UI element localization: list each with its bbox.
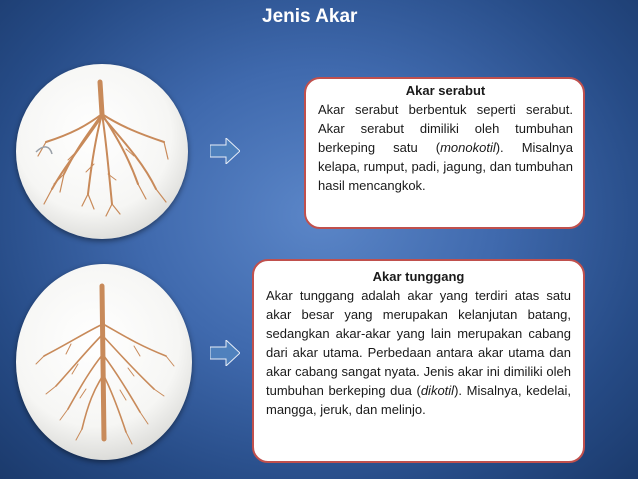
akar-tunggang-text-part1: Akar tunggang adalah akar yang terdiri atas satu akar besar yang merupakan kelanjutan batang, sedangkan akar-akar yang lain merupakan cabang dari akar utama. Perbedaan antara akar utama dan akar cabang sangat nyata. Jenis akar ini dimiliki oleh tumbuhan berkeping dua ( [266, 288, 571, 398]
akar-serabut-card [304, 77, 585, 229]
taproot-image [16, 264, 192, 460]
akar-serabut-title: Akar serabut [405, 83, 486, 98]
akar-serabut-text-part1: Akar serabut berbentuk seperti serabut. Akar serabut dimiliki oleh tumbuhan berkeping satu ( [318, 102, 573, 155]
akar-tunggang-italic-term: dikotil [420, 383, 455, 398]
fibrous-root-drawing-icon [16, 64, 188, 239]
taproot-drawing-icon [16, 264, 192, 460]
right-arrow-icon [210, 138, 240, 164]
akar-tunggang-card [252, 259, 585, 463]
slide-title: Jenis Akar [262, 6, 358, 27]
akar-tunggang-text [266, 286, 571, 419]
akar-serabut-text [318, 100, 573, 195]
akar-tunggang-text-part2: ). Misalnya, kedelai, mangga, jeruk, dan melinjo. [266, 383, 571, 417]
akar-serabut-text-part2: ). Misalnya kelapa, rumput, padi, jagung, dan tumbuhan hasil mencangkok. [318, 140, 573, 193]
right-arrow-icon [210, 340, 240, 366]
akar-serabut-italic-term: monokotil [440, 140, 496, 155]
fibrous-root-image [16, 64, 188, 239]
akar-tunggang-title: Akar tunggang [372, 269, 465, 284]
